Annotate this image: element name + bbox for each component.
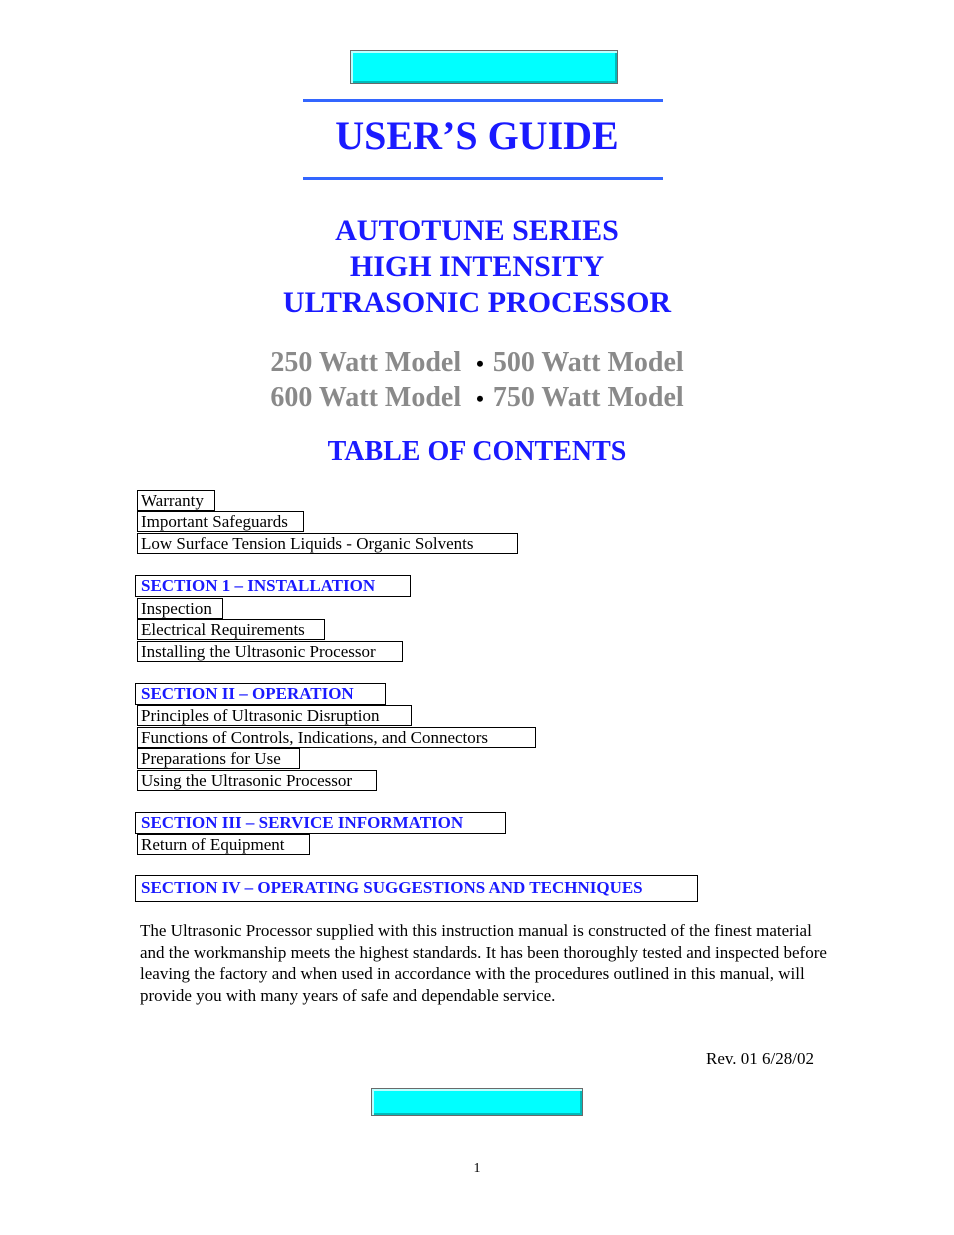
model-750: 750 Watt Model bbox=[492, 382, 684, 413]
toc-link-installing[interactable]: Installing the Ultrasonic Processor bbox=[137, 641, 403, 662]
title-rule-top bbox=[303, 99, 663, 102]
toc-link-functions[interactable]: Functions of Controls, Indications, and Connectors bbox=[137, 727, 536, 748]
toc-section-1[interactable]: SECTION 1 – INSTALLATION bbox=[135, 575, 411, 597]
bullet-icon: • bbox=[476, 386, 484, 411]
models-list bbox=[0, 346, 954, 416]
subtitle-line: AUTOTUNE SERIES bbox=[335, 214, 619, 247]
toc-link-warranty[interactable]: Warranty bbox=[137, 490, 215, 511]
toc-link-important-safeguards[interactable]: Important Safeguards bbox=[137, 511, 304, 532]
toc-link-using[interactable]: Using the Ultrasonic Processor bbox=[137, 770, 377, 791]
title-rule-bottom bbox=[303, 177, 663, 180]
top-nav-button[interactable] bbox=[350, 50, 618, 84]
bottom-nav-button[interactable] bbox=[371, 1088, 583, 1116]
intro-paragraph: The Ultrasonic Processor supplied with this instruction manual is constructed of the finest material and the workmanship meets the highest standards. It has been thoroughly tested and inspected before leaving the factory and when used in accordance with the procedures outlined in this manual, will provide you with many years of safe and dependable service. bbox=[140, 921, 827, 1006]
toc-heading: TABLE OF CONTENTS bbox=[327, 436, 627, 467]
model-250: 250 Watt Model bbox=[270, 347, 462, 378]
toc-link-return-of-equipment[interactable]: Return of Equipment bbox=[137, 834, 310, 855]
toc-link-electrical-requirements[interactable]: Electrical Requirements bbox=[137, 619, 325, 640]
toc-link-preparations[interactable]: Preparations for Use bbox=[137, 748, 300, 769]
toc-link-principles[interactable]: Principles of Ultrasonic Disruption bbox=[137, 705, 412, 726]
bullet-icon: • bbox=[476, 351, 484, 376]
revision-note: Rev. 01 6/28/02 bbox=[706, 1049, 814, 1068]
toc-section-4[interactable]: SECTION IV – OPERATING SUGGESTIONS AND TECHNIQUES bbox=[135, 875, 698, 902]
page-title: USER’S GUIDE bbox=[335, 113, 619, 158]
model-600: 600 Watt Model bbox=[270, 382, 462, 413]
models-line bbox=[0, 381, 954, 416]
toc-link-inspection[interactable]: Inspection bbox=[137, 598, 223, 619]
page-number: 1 bbox=[473, 1161, 481, 1176]
subtitle-line: ULTRASONIC PROCESSOR bbox=[282, 286, 672, 319]
model-500: 500 Watt Model bbox=[492, 347, 684, 378]
toc-link-low-surface-tension[interactable]: Low Surface Tension Liquids - Organic Solvents bbox=[137, 533, 518, 554]
toc-section-2[interactable]: SECTION II – OPERATION bbox=[135, 683, 386, 705]
subtitle-line: HIGH INTENSITY bbox=[349, 250, 605, 283]
models-line bbox=[0, 346, 954, 381]
toc-section-3[interactable]: SECTION III – SERVICE INFORMATION bbox=[135, 812, 506, 834]
product-subtitle bbox=[0, 213, 954, 321]
